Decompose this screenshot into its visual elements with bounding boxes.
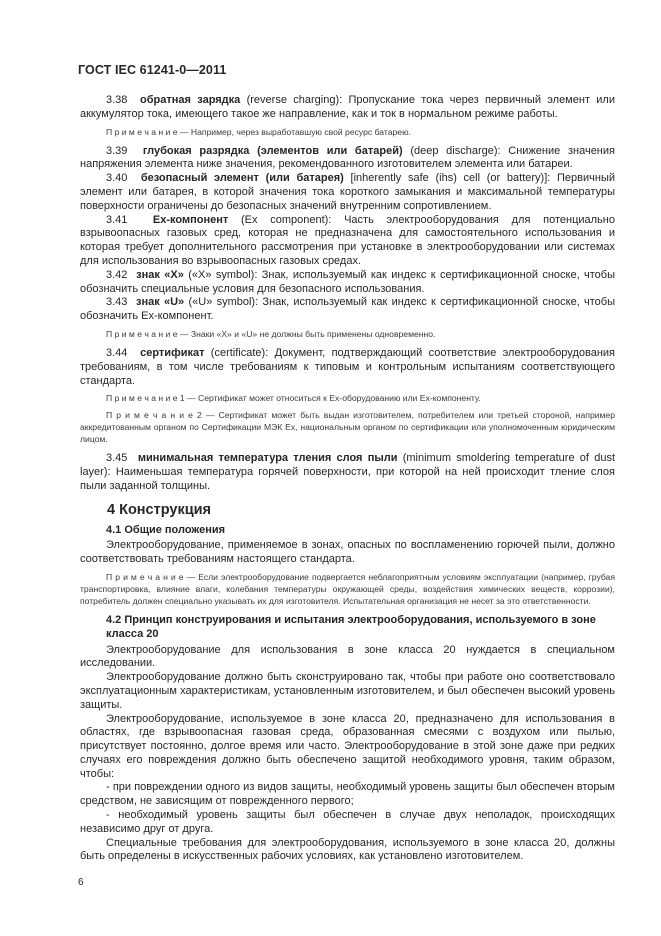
paragraph: Электрооборудование, применяемое в зонах, опасных по воспламенению горючей пыли, должно соответствовать требованиям настоящего стандарта.: [80, 539, 615, 566]
note: П р и м е ч а н и е — Например, через выработавшую свой ресурс батарею.: [106, 126, 411, 137]
definition-3-40: 3.40 безопасный элемент (или батарея) [inherently safe (ihs) cell (or battery)]: Первичный элемент или батарея, в которой значения тока короткого замыкания и максимальной температуры поверхности ограничены до безопасных значений внутренним сопротивлением.: [80, 172, 615, 212]
page-header: ГОСТ IEC 61241-0—2011: [78, 63, 227, 77]
definition-3-39: 3.39 глубокая разрядка (элементов или батарей) (deep discharge): Снижение значения напряжения элемента ниже значения, рекомендованного изготовителем элемента или батареи.: [80, 144, 615, 171]
list-item: - при повреждении одного из видов защиты, необходимый уровень защиты был обеспечен вторым средством, не зависящим от поврежденного первого;: [80, 781, 615, 808]
subsection-title: 4.2 Принцип конструирования и испытания электрооборудования, используемого в зоне класса 20: [106, 613, 596, 640]
definition-3-45: 3.45 минимальная температура тления слоя пыли (minimum smoldering temperature of dust layer): Наименьшая температура горячей поверхности, при которой на ней происходит тление слоя пыли заданной толщины.: [80, 452, 615, 492]
definition-3-42: 3.42 знак «X» («X» symbol): Знак, используемый как индекс к сертификационной сноске, чтобы обозначить специальные условия для безопасного использования.: [80, 268, 615, 295]
term: Ex-компонент: [152, 213, 229, 226]
page-number: 6: [78, 877, 84, 888]
list-item: - необходимый уровень защиты был обеспечен в случае двух неполадок, происходящих независимо друг от друга.: [80, 809, 615, 835]
definition-3-44: 3.44 сертификат (certificate): Документ, подтверждающий соответствие электрооборудования требованиям, в том числе требованиям к типовым и контрольным испытаниям соответствующего стандарта.: [80, 346, 615, 387]
note: П р и м е ч а н и е 2 — Сертификат может быть выдан изготовителем, потребителем или третьей стороной, например аккредитованным органом по Сертификации МЭК Ex, национальным органом по сертификации или уполномоченным юридическим лицом.: [80, 410, 615, 445]
term: безопасный элемент (или батарея): [140, 172, 344, 185]
paragraph: Электрооборудование должно быть сконструировано так, чтобы при работе оно соответствовало эксплуатационным характеристикам, установленным изготовителем, и был обеспечен высокий уровень защиты.: [80, 671, 615, 711]
note: П р и м е ч а н и е — Знаки «X» и «U» не должны быть применены одновременно.: [106, 328, 436, 339]
term: сертификат: [140, 346, 205, 359]
section-title: 4 Конструкция: [107, 501, 211, 518]
paragraph: Электрооборудование, используемое в зоне класса 20, предназначено для использования в областях, где взрывоопасная газовая среда, образованная смесями с воздухом или пылью, присутствует постоянно, долгое время или часто. Электрооборудование в этой зоне даже при редких случаях его повреждения должно быть обеспечено защитой необходимого уровня, таким образом, чтобы:: [80, 712, 615, 780]
definition-3-43: 3.43 знак «U» («U» symbol): Знак, используемый как индекс к сертификационной сноске, чтобы обозначить Ex-компонент.: [80, 296, 615, 323]
definition-3-41: 3.41 Ex-компонент (Ex component): Часть электрооборудования для потенциально взрывоопасных газовых сред, которая не предназначена для самостоятельного использования и которая требует дополнительного рассмотрения при установке в электрооборудовании или системах для использования во взрывоопасных газовых средах.: [80, 213, 615, 267]
term: глубокая разрядка (элементов или батарей): [142, 144, 403, 157]
term: знак «X»: [136, 268, 184, 281]
subsection-title: 4.1 Общие положения: [106, 523, 226, 536]
paragraph: Специальные требования для электрооборудования, используемого в зоне класса 20, должны быть определены в искусственных рабочих условиях, как установлено изготовителем.: [80, 836, 615, 863]
page-content: [80, 94, 615, 864]
definition-3-38: 3.38 обратная зарядка (reverse charging): Пропускание тока через первичный элемент или аккумулятор тока, имеющего такое же направление, как и ток в нормальном режиме работы.: [80, 94, 615, 120]
term: обратная зарядка: [140, 94, 241, 106]
note: П р и м е ч а н и е — Если электрооборудование подвергается неблагоприятным условиям эксплуатации (например, грубая транспортировка, влияние влаги, колебания температуры окружающей среды, воздействия химических веществ, коррозии), потребитель должен специально указывать их для изготовителя. Испытательная организация не несет за это ответственности.: [80, 571, 615, 606]
term: минимальная температура тления слоя пыли: [137, 452, 398, 465]
note: П р и м е ч а н и е 1 — Сертификат может относиться к Ex-оборудованию или Ex-компоненту.: [106, 393, 481, 404]
term: знак «U»: [135, 296, 185, 309]
paragraph: Электрооборудование для использования в зоне класса 20 нуждается в специальном исследовании.: [80, 643, 615, 670]
